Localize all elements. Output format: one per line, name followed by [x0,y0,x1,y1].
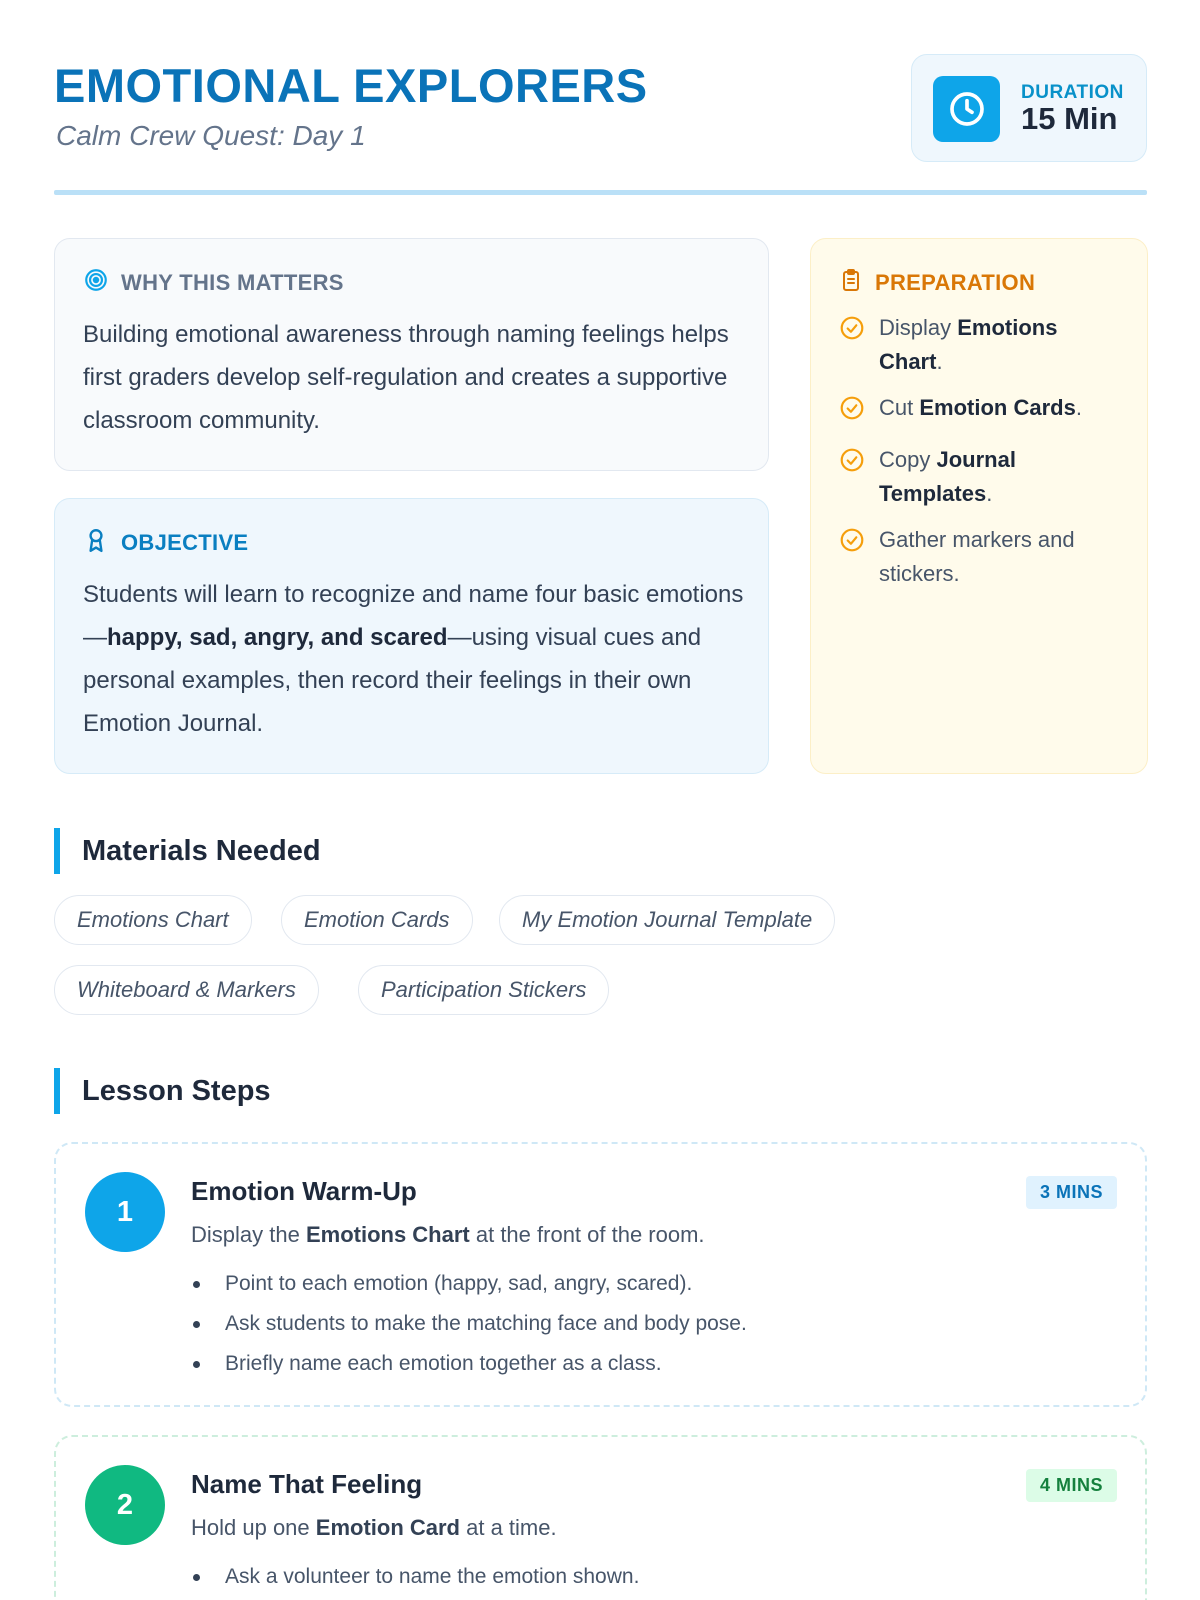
step-1-desc-post: at the front of the room. [469,1222,705,1247]
step-description [191,1515,557,1541]
step-2-desc-bold: Emotion Card [315,1515,460,1540]
material-chip: Participation Stickers [358,965,609,1015]
step-description [191,1222,705,1248]
step-number-badge: 2 [85,1465,165,1545]
step-2-desc-pre: Hold up one [191,1515,316,1540]
why-heading-text: WHY THIS MATTERS [121,270,344,295]
lesson-steps-heading: Lesson Steps [54,1068,271,1114]
step-number-badge: 1 [85,1172,165,1252]
page-title: EMOTIONAL EXPLORERS [54,59,648,112]
preparation-heading [839,267,1035,299]
why-this-matters-card [54,238,769,471]
step-bullet: Point to each emotion (happy, sad, angry, scared). [191,1264,747,1304]
material-chip: Emotions Chart [54,895,252,945]
objective-text-start: Students will learn to recognize and name four basic emotions— [83,581,744,651]
prep-item-1-pre: Cut [879,395,920,420]
page-header [54,52,1147,194]
step-bullet: Ask students to make the matching face and body pose. [191,1304,747,1344]
check-circle-icon [839,395,865,431]
clipboard-icon [839,267,863,299]
material-chip: Whiteboard & Markers [54,965,319,1015]
award-icon [83,527,109,559]
check-circle-icon [839,447,865,511]
duration-label: DURATION [1021,82,1124,103]
step-bullet-list [191,1264,747,1384]
prep-item [839,391,1127,431]
prep-item-0-post: . [936,349,943,374]
duration-card [911,54,1147,162]
step-title: Name That Feeling [191,1469,423,1499]
material-chip: My Emotion Journal Template [499,895,835,945]
prep-item [839,523,1127,591]
prep-item-text [879,311,1127,379]
step-bullet: Ask a volunteer to name the emotion shown. [191,1557,639,1597]
objective-body [83,573,744,745]
prep-item-2-pre: Copy [879,447,937,472]
preparation-heading-text: PREPARATION [875,270,1036,295]
step-bullet: Briefly name each emotion together as a class. [191,1344,747,1384]
prep-item-0-bold: Emotions Chart [879,315,1058,374]
objective-emotions: happy, sad, angry, and scared [107,624,448,651]
step-2-desc-post: at a time. [460,1515,557,1540]
duration-value: 15 Min [1021,101,1118,136]
step-1-desc-pre: Display the [191,1222,306,1247]
check-circle-icon [839,315,865,379]
objective-heading-text: OBJECTIVE [121,530,249,555]
prep-item [839,311,1127,379]
preparation-card [810,238,1148,774]
material-chip: Emotion Cards [281,895,473,945]
prep-item-text [879,443,1127,511]
why-heading [83,267,344,299]
prep-item-text [879,391,1082,431]
materials-heading: Materials Needed [54,828,321,874]
page-subtitle: Calm Crew Quest: Day 1 [56,120,366,151]
target-icon [83,267,109,299]
why-body: Building emotional awareness through naming feelings helps first graders develop self-regulation and creates a supportive classroom community. [83,321,729,434]
clock-icon [933,76,1000,142]
step-duration-badge: 4 MINS [1026,1469,1117,1502]
objective-heading [83,527,248,559]
prep-item-3-pre: Gather markers and stickers. [879,527,1075,586]
lesson-step-1 [54,1142,1147,1407]
lesson-step-2 [54,1435,1147,1600]
header-divider [54,190,1147,195]
step-duration-badge: 3 MINS [1026,1176,1117,1209]
step-title: Emotion Warm-Up [191,1176,417,1206]
step-1-desc-bold: Emotions Chart [305,1222,470,1247]
objective-text-end: —using visual cues and personal examples, then record their feelings in their own Emotion Journal. [83,624,702,737]
check-circle-icon [839,527,865,591]
prep-item-1-bold: Emotion Cards [919,395,1076,420]
step-bullet-list [191,1557,639,1597]
objective-card [54,498,769,774]
preparation-list [839,311,1127,603]
prep-item-text [879,523,1127,591]
prep-item-0-pre: Display [879,315,958,340]
prep-item-2-bold: Journal Templates [879,447,1016,506]
prep-item-1-post: . [1075,395,1082,420]
prep-item [839,443,1127,511]
prep-item-2-post: . [986,481,993,506]
